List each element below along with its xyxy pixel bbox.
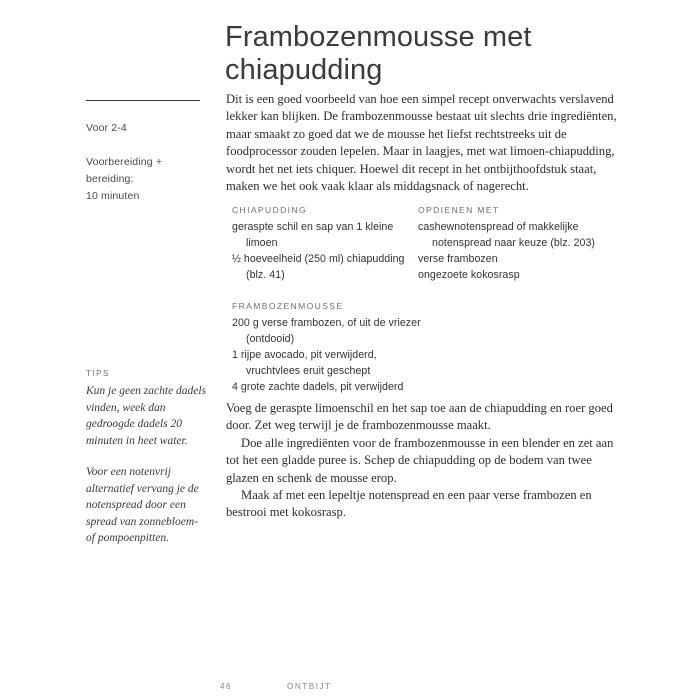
tips-body xyxy=(86,383,208,547)
ingredient-list-opdienen-met xyxy=(418,219,632,283)
page-title-line-1: Frambozenmousse met xyxy=(225,21,532,54)
ingredient-item: 4 grote zachte dadels, pit verwijderd xyxy=(232,381,404,393)
page-number: 46 xyxy=(220,682,233,691)
sidebar-divider xyxy=(86,100,200,101)
intro-paragraph: Dit is een goed voorbeeld van hoe een simpel recept onverwachts verslavend lekker kan blijken. De frambozenmousse bestaat uit slechts drie ingrediënten, maar smaakt zo goed dat we de mousse het liefst rechtstreeks uit de foodprocessor zouden lepelen. Maar in laagjes, met wat limoen-chiapudding, wordt het net iets chiquer. Hoewel dit recept in het ontbijthoofdstuk staat, maken we het ook vaak klaar als middagsnack of nagerecht. xyxy=(226,92,617,194)
chapter-label: ONTBIJT xyxy=(287,682,332,691)
ingredient-item: 200 g verse frambozen, of uit de vriezer (ontdooid) xyxy=(232,317,421,345)
ingredient-group-frambozenmousse xyxy=(232,301,432,395)
ingredient-item: verse frambozen xyxy=(418,253,498,265)
ingredients-column-left xyxy=(232,205,418,283)
ingredient-group-opdienen-met xyxy=(418,205,632,283)
ingredient-list-chiapudding xyxy=(232,219,418,283)
page-title xyxy=(225,21,645,87)
ingredient-item: geraspte schil en sap van 1 kleine limoen xyxy=(232,221,394,249)
tip-item-1: Kun je geen zachte dadels vinden, week dan gedroogde dadels 20 minuten in heet water. xyxy=(86,385,207,447)
ingredients-column-right xyxy=(418,205,632,283)
tips-heading: TIPS xyxy=(86,369,110,378)
prep-time-line-2: bereiding: xyxy=(86,173,134,185)
prep-time-line-1: Voorbereiding + xyxy=(86,156,163,168)
method-section xyxy=(226,400,626,522)
ingredient-group-heading: CHIAPUDDING xyxy=(232,205,308,215)
intro-section xyxy=(226,91,626,195)
ingredient-item: ½ hoeveelheid (250 ml) chiapudding (blz. 41) xyxy=(232,253,405,281)
sidebar-meta xyxy=(86,100,204,205)
ingredients-section xyxy=(232,205,632,393)
ingredient-group-chiapudding xyxy=(232,205,418,283)
method-step-1: Voeg de geraspte limoenschil en het sap toe aan de chiapudding en roer goed door. Zet weg terwijl je de frambozenmousse maakt. xyxy=(226,401,613,433)
method-step-2: Doe alle ingrediënten voor de frambozenmousse in een blender en zet aan tot het een gladde puree is. Schep de chiapudding op de bodem van twee glazen en schenk de mousse erop. xyxy=(226,435,614,485)
method-step-3: Maak af met een lepeltje notenspread en een paar verse frambozen en bestrooi met kokosrasp. xyxy=(226,488,592,520)
page-title-line-2: chiapudding xyxy=(225,54,383,87)
prep-time-line-3: 10 minuten xyxy=(86,190,140,202)
tips-section xyxy=(86,369,208,547)
tip-item-2: Voor een notenvrij alternatief vervang je de notenspread door een spread van zonnebloem- of pompoenpitten. xyxy=(86,466,199,544)
ingredient-group-heading: OPDIENEN MET xyxy=(418,205,500,215)
ingredient-item: ongezoete kokosrasp xyxy=(418,269,520,281)
ingredients-top-row xyxy=(232,205,632,283)
sidebar-meta-text xyxy=(86,120,204,205)
ingredient-item: cashewnotenspread of makkelijke notenspread naar keuze (blz. 203) xyxy=(418,221,596,249)
servings-label: Voor 2-4 xyxy=(86,122,127,134)
ingredient-item: 1 rijpe avocado, pit verwijderd, vruchtvlees eruit geschept xyxy=(232,349,377,377)
meta-spacer xyxy=(86,137,204,154)
ingredient-list-frambozenmousse xyxy=(232,315,432,395)
ingredient-group-heading: FRAMBOZENMOUSSE xyxy=(232,301,344,311)
